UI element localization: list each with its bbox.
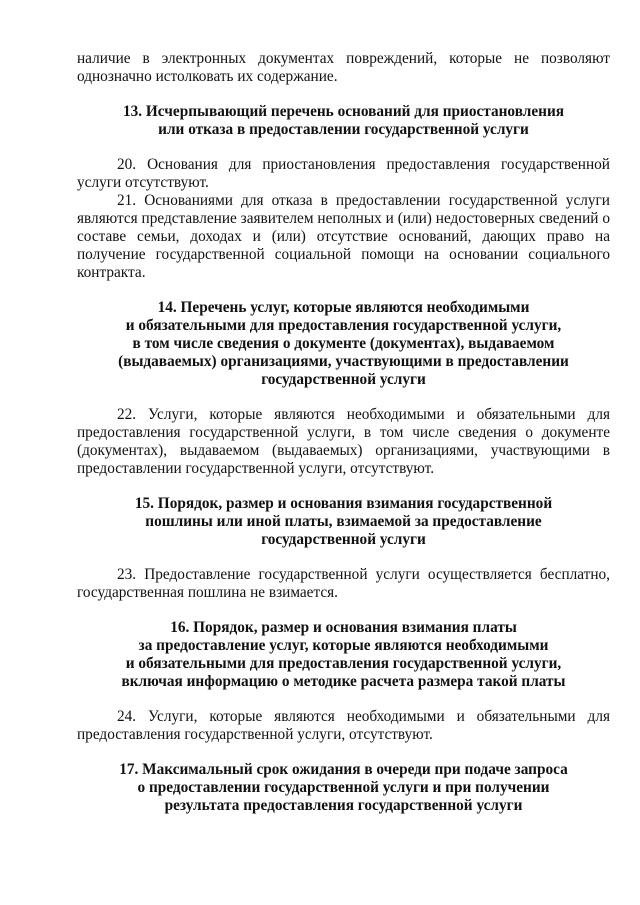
section-heading-14: 14. Перечень услуг, которые являются необходимыми и обязательными для предоставления государственной услуги, в том числе сведения о документе (документах), выдаваемом (выдаваемых) организациями, участвующими в предоставлении государственной услуги <box>118 299 569 388</box>
paragraph-21: 21. Основаниями для отказа в предоставлении государственной услуги являются представление заявителем неполных и (или) недостоверных сведений о составе семьи, доходах и (или) отсутствие оснований, дающих право на получение государственной социальной помощи на основании социального контракта. <box>77 192 610 281</box>
paragraph-continuation: наличие в электронных документах повреждений, которые не позволяют однозначно истолковать их содержание. <box>77 50 610 85</box>
paragraph-23: 23. Предоставление государственной услуги осуществляется бесплатно, государственная пошлина не взимается. <box>77 566 610 601</box>
paragraph-22: 22. Услуги, которые являются необходимыми и обязательными для предоставления государственной услуги, в том числе сведения о документе (документах), выдаваемом (выдаваемых) организациями, участвующими в предоставлении государственной услуги, отсутствуют. <box>77 406 610 477</box>
section-heading-17: 17. Максимальный срок ожидания в очереди при подаче запроса о предоставлении государственной услуги и при получении результата предоставления государственной услуги <box>119 761 568 814</box>
paragraph-20: 20. Основания для приостановления предоставления государственной услуги отсутствуют. <box>77 156 610 191</box>
section-heading-13: 13. Исчерпывающий перечень оснований для приостановления или отказа в предоставлении государственной услуги <box>122 103 565 138</box>
section-heading-16: 16. Порядок, размер и основания взимания платы за предоставление услуг, которые являются необходимыми и обязательными для предоставления государственной услуги, включая информацию о методике расчета размера такой платы <box>121 619 566 690</box>
document-page <box>77 50 610 815</box>
paragraph-24: 24. Услуги, которые являются необходимыми и обязательными для предоставления государственной услуги, отсутствуют. <box>77 708 610 743</box>
section-heading-15: 15. Порядок, размер и основания взимания государственной пошлины или иной платы, взимаемой за предоставление государственной услуги <box>134 495 553 548</box>
